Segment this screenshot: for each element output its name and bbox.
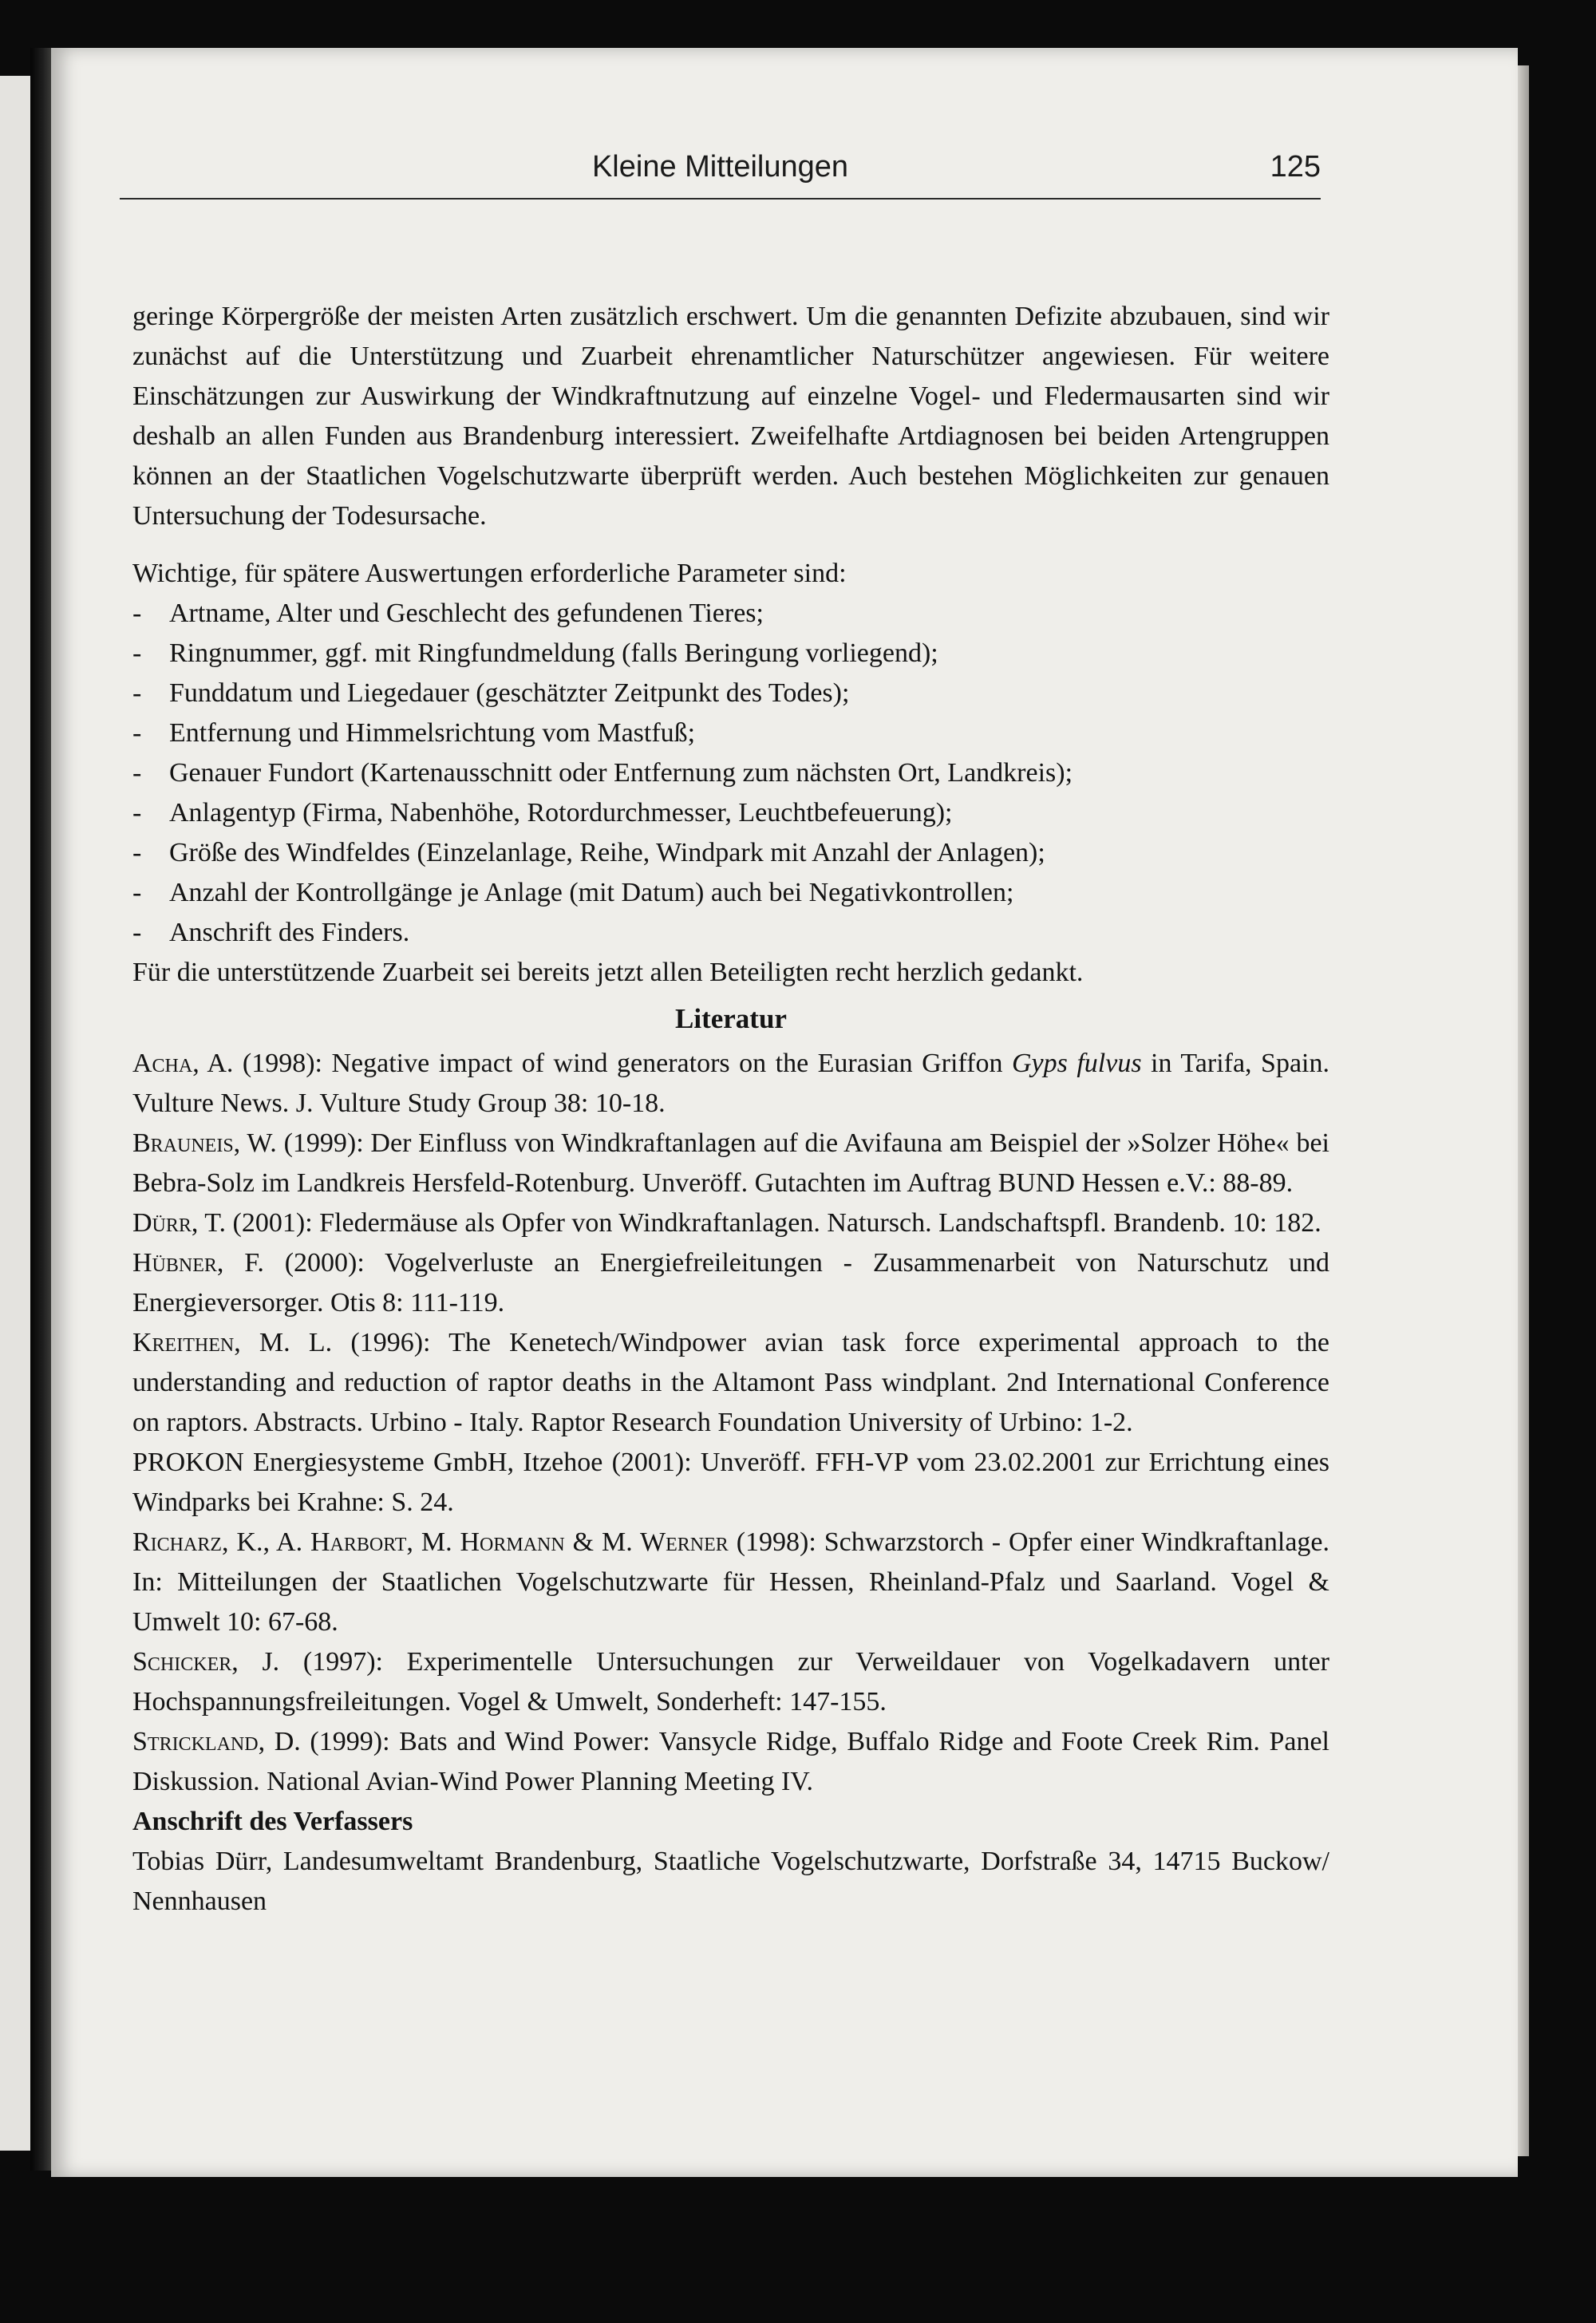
- list-dash: -: [132, 798, 142, 828]
- reference-entry: [132, 1124, 1329, 1203]
- reference-text-tail: in Tarifa, Spain. Vulture News. J. Vulture Study Group 38: 10-18.: [132, 1049, 1329, 1118]
- reference-text: (1999): Der Einfluss von Windkraftanlagen auf die Avifauna am Beispiel der »Solzer Höhe« bei Bebra-Solz im Landkreis Hersfeld-Rotenburg. Unveröff. Gutachten im Auftrag BUND Hessen e.V.: 88-89.: [132, 1128, 1329, 1198]
- parameter-item: [132, 833, 1329, 873]
- reference-entry: [132, 1523, 1329, 1642]
- reference-text: (1998): Negative impact of wind generators on the Eurasian Griffon: [233, 1049, 1012, 1078]
- reference-text: (2000): Vogelverluste an Energiefreileitungen - Zusammenarbeit von Naturschutz und Energieversorger. Otis 8: 111-119.: [132, 1248, 1329, 1318]
- parameter-text: Genauer Fundort (Kartenausschnitt oder Entfernung zum nächsten Ort, Landkreis);: [169, 758, 1073, 788]
- address-text: Tobias Dürr, Landesumweltamt Brandenburg, Staatliche Vogelschutzwarte, Dorfstraße 34, 14715 Buckow/ Nennhausen: [132, 1847, 1329, 1916]
- header-rule: [120, 198, 1321, 200]
- parameter-list: [132, 594, 1329, 953]
- list-dash: -: [132, 878, 142, 907]
- reference-author: Acha, A.: [132, 1049, 234, 1078]
- reference-text: PROKON Energiesysteme GmbH, Itzehoe (2001): Unveröff. FFH-VP vom 23.02.2001 zur Errichtung eines Windparks bei Krahne: S. 24.: [132, 1448, 1329, 1517]
- parameter-text: Entfernung und Himmelsrichtung vom Mastfuß;: [169, 718, 696, 748]
- parameter-item: [132, 594, 1329, 634]
- running-head-title: Kleine Mitteilungen: [591, 150, 849, 184]
- page-stack-edge: [1518, 65, 1529, 2156]
- list-dash: -: [132, 718, 142, 748]
- parameter-item: [132, 634, 1329, 674]
- parameter-text: Anzahl der Kontrollgänge je Anlage (mit Datum) auch bei Negativkontrollen;: [169, 878, 1014, 907]
- list-dash: -: [132, 638, 142, 668]
- reference-entry: [132, 1323, 1329, 1443]
- parameter-text: Funddatum und Liegedauer (geschätzter Zeitpunkt des Todes);: [169, 678, 850, 708]
- parameter-text: Anschrift des Finders.: [169, 918, 410, 947]
- reference-text: (1998): Schwarzstorch - Opfer einer Windkraftanlage. In: Mitteilungen der Staatlichen Vogelschutzwarte für Hessen, Rheinland-Pfalz und Saarland. Vogel & Umwelt 10: 67-68.: [132, 1527, 1330, 1637]
- adjacent-page-edge: [0, 76, 30, 2151]
- reference-text: (1996): The Kenetech/Windpower avian task force experimental approach to the understanding and reduction of raptor deaths in the Altamont Pass windplant. 2nd International Conference on raptors. Abstracts. Urbino - Italy. Raptor Research Foundation University of Urbino: 1-2.: [132, 1328, 1329, 1437]
- reference-entry: [132, 1443, 1329, 1523]
- parameter-item: [132, 793, 1329, 833]
- reference-author: Schicker, J.: [132, 1647, 280, 1677]
- parameter-text: Ringnummer, ggf. mit Ringfundmeldung (falls Beringung vorliegend);: [169, 638, 938, 668]
- reference-list: [132, 1044, 1329, 1802]
- reference-author: Richarz, K., A. Harbort, M. Hormann & M. Werner: [132, 1527, 729, 1557]
- reference-entry: [132, 1722, 1329, 1802]
- parameter-item: [132, 873, 1329, 913]
- running-head: [120, 144, 1321, 192]
- list-dash: -: [132, 599, 142, 628]
- reference-author: Dürr, T.: [132, 1208, 227, 1238]
- list-dash: -: [132, 758, 142, 788]
- reference-entry: [132, 1203, 1329, 1243]
- literature-heading: Literatur: [675, 1003, 787, 1034]
- parameter-item: [132, 753, 1329, 793]
- reference-author: Brauneis, W.: [132, 1128, 277, 1158]
- reference-entry: [132, 1642, 1329, 1722]
- reference-text: (1997): Experimentelle Untersuchungen zur Verweildauer von Vogelkadavern unter Hochspannungsfreileitungen. Vogel & Umwelt, Sonderheft: 147-155.: [132, 1647, 1329, 1717]
- parameter-text: Größe des Windfeldes (Einzelanlage, Reihe, Windpark mit Anzahl der Anlagen);: [169, 838, 1045, 867]
- address-heading: Anschrift des Verfassers: [132, 1807, 413, 1836]
- book-spine-shadow: [30, 48, 51, 2171]
- reference-entry: [132, 1243, 1329, 1323]
- reference-author: Kreithen, M. L.: [132, 1328, 333, 1357]
- list-dash: -: [132, 678, 142, 708]
- list-dash: -: [132, 838, 142, 867]
- page-number: 125: [1270, 150, 1321, 184]
- parameter-item: [132, 674, 1329, 713]
- params-intro: Wichtige, für spätere Auswertungen erforderliche Parameter sind:: [132, 559, 847, 588]
- parameter-text: Anlagentyp (Firma, Nabenhöhe, Rotordurchmesser, Leuchtbefeuerung);: [169, 798, 953, 828]
- reference-entry: [132, 1044, 1329, 1124]
- reference-species: Gyps fulvus: [1011, 1049, 1142, 1078]
- thanks-paragraph: Für die unterstützende Zuarbeit sei bereits jetzt allen Beteiligten recht herzlich gedankt.: [132, 958, 1084, 987]
- reference-text: (1999): Bats and Wind Power: Vansycle Ridge, Buffalo Ridge and Foote Creek Rim. Panel Diskussion. National Avian-Wind Power Planning Meeting IV.: [132, 1727, 1330, 1796]
- parameter-item: [132, 913, 1329, 953]
- reference-author: Strickland, D.: [132, 1727, 301, 1756]
- article-body: [132, 297, 1329, 1922]
- list-dash: -: [132, 918, 142, 947]
- intro-paragraph: geringe Körpergröße der meisten Arten zusätzlich erschwert. Um die genannten Defizite abzubauen, sind wir zunächst auf die Unterstützung und Zuarbeit ehrenamtlicher Naturschützer angewiesen. Für weitere Einschätzungen zur Auswirkung der Windkraftnutzung auf einzelne Vogel- und Fledermausarten sind wir deshalb an allen Funden aus Brandenburg interessiert. Zweifelhafte Artdiagnosen bei beiden Artengruppen können an der Staatlichen Vogelschutzwarte überprüft werden. Auch bestehen Möglichkeiten zur genauen Untersuchung der Todesursache.: [132, 302, 1329, 531]
- parameter-text: Artname, Alter und Geschlecht des gefundenen Tieres;: [169, 599, 764, 628]
- reference-text: (2001): Fledermäuse als Opfer von Windkraftanlagen. Natursch. Landschaftspfl. Brandenb. 10: 182.: [226, 1208, 1321, 1238]
- reference-author: Hübner, F.: [132, 1248, 264, 1278]
- parameter-item: [132, 713, 1329, 753]
